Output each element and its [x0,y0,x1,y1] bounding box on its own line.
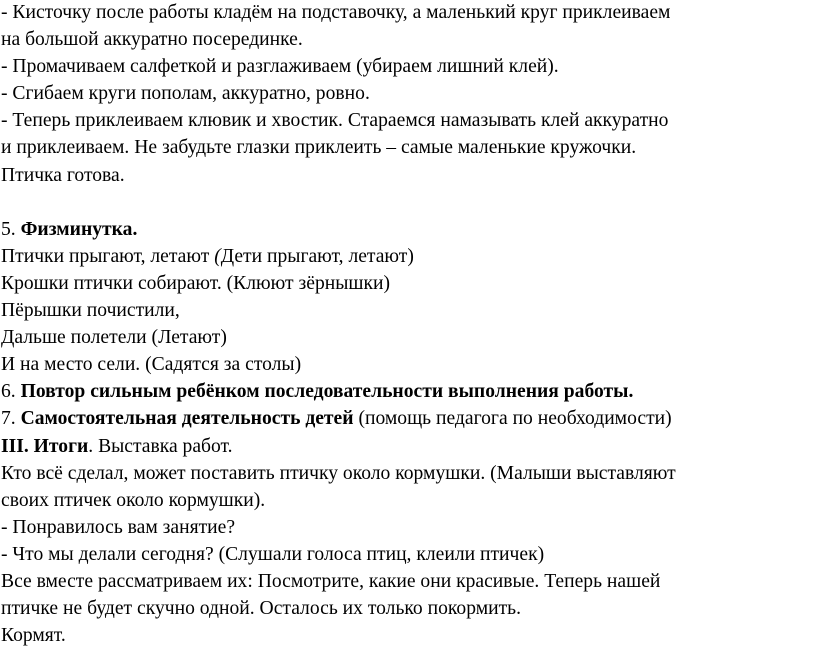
section-title: III. Итоги [1,435,89,457]
section-title: Самостоятельная деятельность детей [20,408,354,430]
section-iii-heading [1,433,813,460]
text-line: своих птичек около кормушки). [1,489,266,511]
section-number: 5. [1,218,21,240]
poem-line: Пёрышки почистили, [1,300,180,322]
poem-line: Дальше полетели (Летают) [1,327,227,349]
text-line: Птичка готова. [1,164,125,186]
document-page [1,0,813,649]
text-line: - Кисточку после работы кладём на подставочку, а маленький круг приклеиваем [1,2,671,23]
text-line: - Что мы делали сегодня? (Слушали голоса птиц, клеили птичек) [1,543,545,565]
section-note: (помощь педагога по необходимости) [353,408,672,430]
poem-line: И на место сели. (Садятся за столы) [1,354,302,376]
text-line: - Теперь приклеиваем клювик и хвостик. Стараемся намазывать клей аккуратно [1,110,669,132]
section-number: 6. [1,381,21,403]
section-5-heading [1,216,813,243]
text-line: - Сгибаем круги пополам, аккуратно, ровно. [1,83,370,105]
section-number: 7. [1,408,21,430]
text-line: - Промачиваем салфеткой и разглаживаем (убираем лишний клей). [1,56,559,78]
paragraph-spacer [1,189,813,216]
poem-line [1,243,813,270]
text-line: Кормят. [1,625,66,647]
text-line: Все вместе рассматриваем их: Посмотрите, какие они красивые. Теперь нашей [1,570,661,592]
section-7-heading [1,405,813,432]
section-note: . Выставка работ. [88,435,233,457]
section-6-heading [1,378,813,405]
poem-line: Крошки птички собирают. (Клюют зёрнышки) [1,272,391,294]
text-line: - Понравилось вам занятие? [1,516,236,538]
section-title: Физминутка. [20,218,138,240]
text-line: Кто всё сделал, может поставить птичку около кормушки. (Малыши выставляют [1,462,676,484]
poem-paren: ( [214,245,221,267]
poem-text: Дети прыгают, летают) [220,245,414,267]
poem-text: Птички прыгают, летают [1,245,215,267]
text-line: и приклеиваем. Не забудьте глазки приклеить – самые маленькие кружочки. [1,137,637,159]
text-line: птичке не будет скучно одной. Осталось их только покормить. [1,598,521,620]
section-title: Повтор сильным ребёнком последовательности выполнения работы. [20,381,634,403]
text-line: на большой аккуратно посерединке. [1,29,303,51]
